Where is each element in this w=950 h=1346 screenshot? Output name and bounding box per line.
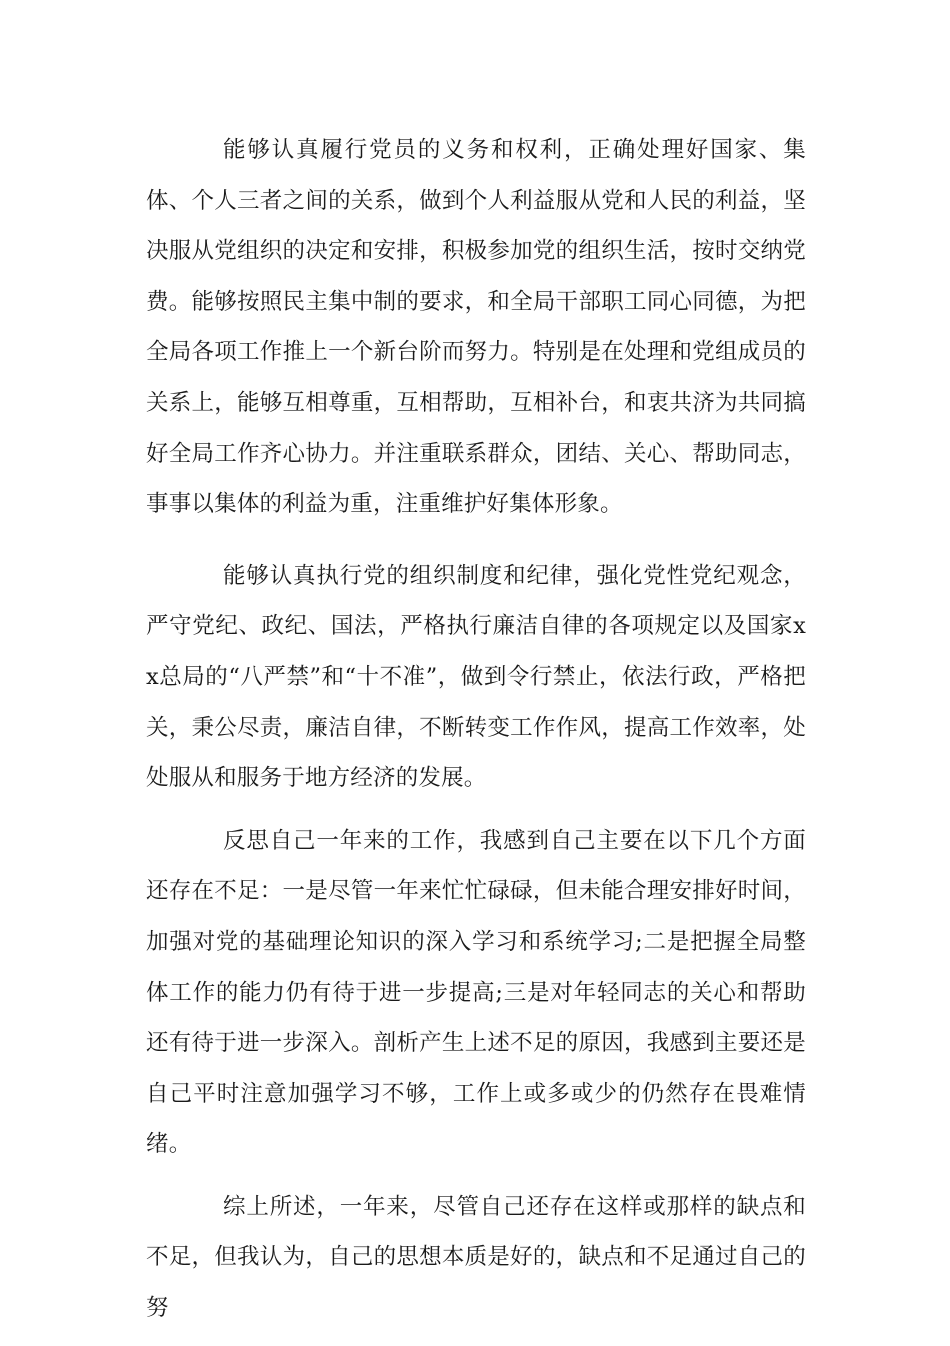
paragraph-discipline: 能够认真执行党的组织制度和纪律，强化党性党纪观念，严守党纪、政纪、国法，严格执行廉洁自律的各项规定以及国家xx总局的“八严禁”和“十不准”，做到令行禁止，依法行政，严格把关，秉公尽责，廉洁自律，不断转变工作作风，提高工作效率，处处服从和服务于地方经济的发展。 — [146, 562, 806, 792]
paragraph-party-duties: 能够认真履行党员的义务和权利，正确处理好国家、集体、个人三者之间的关系，做到个人利益服从党和人民的利益，坚决服从党组织的决定和安排，积极参加党的组织生活，按时交纳党费。能够按照民主集中制的要求，和全局干部职工同心同德，为把全局各项工作推上一个新台阶而努力。特别是在处理和党组成员的关系上，能够互相尊重，互相帮助，互相补台，和衷共济为共同搞好全局工作齐心协力。并注重联系群众，团结、关心、帮助同志，事事以集体的利益为重，注重维护好集体形象。 — [146, 137, 806, 518]
document-body — [146, 125, 806, 1346]
paragraph-summary: 综上所述，一年来，尽管自己还存在这样或那样的缺点和不足，但我认为，自己的思想本质是好的，缺点和不足通过自己的努 — [146, 1193, 806, 1322]
paragraph-shortcomings: 反思自己一年来的工作，我感到自己主要在以下几个方面还存在不足：一是尽管一年来忙忙碌碌，但未能合理安排好时间，加强对党的基础理论知识的深入学习和系统学习;二是把握全局整体工作的能力仍有待于进一步提高;三是对年轻同志的关心和帮助还有待于进一步深入。剖析产生上述不足的原因，我感到主要还是自己平时注意加强学习不够，工作上或多或少的仍然存在畏难情绪。 — [146, 827, 806, 1158]
